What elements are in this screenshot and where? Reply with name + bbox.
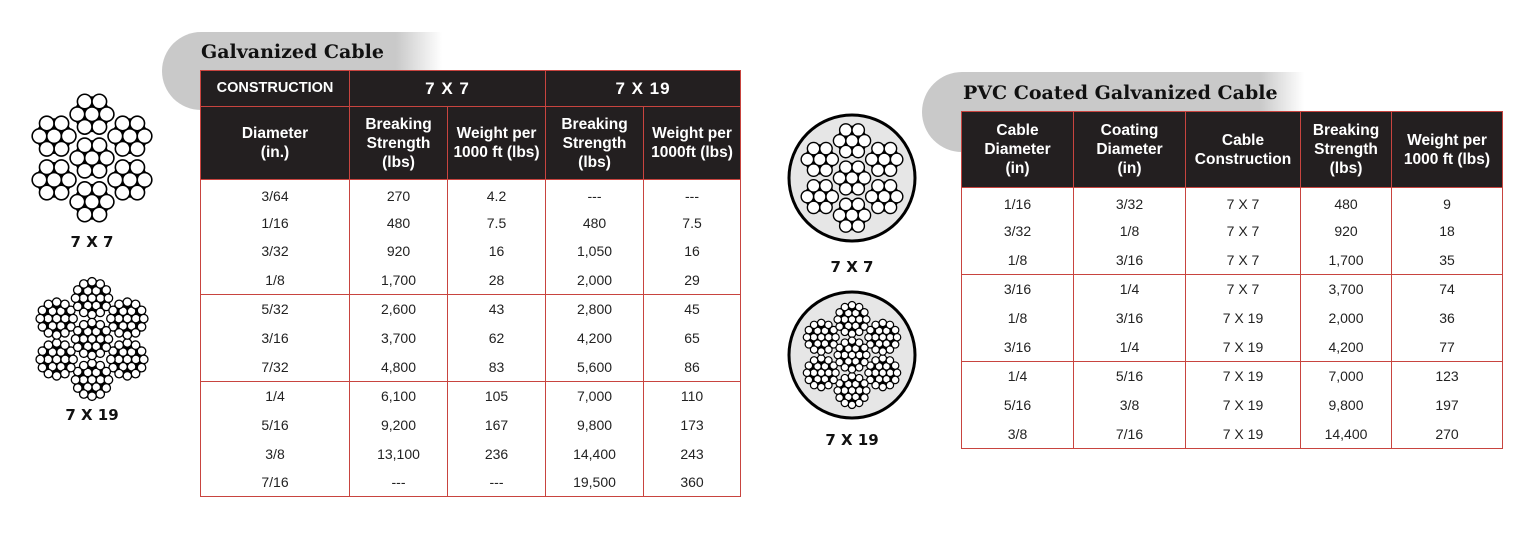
wire-circle — [803, 369, 810, 376]
wire-circle — [80, 280, 89, 289]
wire-circle — [88, 318, 97, 327]
wire-circle — [834, 387, 841, 394]
breaking-7x19-cell: 2,800 — [546, 295, 644, 324]
construction-cell: 7 X 7 — [1186, 217, 1301, 246]
wire-circle — [38, 363, 47, 372]
coating-diameter-cell: 3/32 — [1074, 188, 1186, 217]
weight-7x7-cell: 236 — [448, 440, 546, 468]
wire-circle — [52, 331, 61, 340]
cable-diameter-cell: 5/16 — [962, 391, 1074, 420]
wire-circle — [88, 392, 97, 401]
breaking-strength-cell: 2,000 — [1301, 304, 1392, 333]
coating-diameter-cell: 5/16 — [1074, 362, 1186, 391]
table-row — [962, 362, 1503, 391]
construction-cell: 7 X 19 — [1186, 333, 1301, 362]
wire-circle — [130, 141, 145, 156]
weight-cell: 35 — [1392, 246, 1503, 275]
wire-circle — [80, 321, 89, 330]
wire-circle — [107, 355, 116, 364]
table-row — [201, 266, 741, 295]
cable-diameter-cell: 3/32 — [962, 217, 1074, 246]
wire-circle — [115, 116, 130, 131]
wire-circle — [852, 220, 864, 232]
wire-circle — [139, 355, 148, 364]
wire-circle — [884, 164, 896, 176]
wire-circle — [848, 366, 855, 373]
wire-circle — [818, 348, 825, 355]
weight-7x19-cell: 29 — [644, 266, 741, 295]
breaking-strength-cell: 7,000 — [1301, 362, 1392, 391]
construction-cell: 7 X 7 — [1186, 246, 1301, 275]
diameter-cell: 1/4 — [201, 382, 350, 411]
breaking-7x7-cell: 920 — [350, 237, 448, 266]
construction-header: CONSTRUCTION — [201, 71, 350, 107]
breaking-7x19-cell: 2,000 — [546, 266, 644, 295]
wire-circle — [820, 142, 832, 154]
wire-circle — [840, 124, 852, 136]
coated-cable-7x19-icon — [785, 288, 919, 422]
wire-circle — [96, 349, 105, 358]
wire-circle — [104, 376, 113, 385]
cable-diameter-cell: 3/8 — [962, 420, 1074, 449]
pvc-title: PVC Coated Galvanized Cable — [963, 82, 1278, 104]
wire-circle — [39, 116, 54, 131]
wire-circle — [69, 314, 78, 323]
coating-diameter-cell: 3/8 — [1074, 391, 1186, 420]
construction-cell: 7 X 19 — [1186, 304, 1301, 333]
wire-circle — [818, 383, 825, 390]
coated-cable-7x7-caption: 7 X 7 — [830, 258, 874, 276]
wire-circle — [36, 355, 45, 364]
wire-circle — [852, 124, 864, 136]
wire-circle — [825, 381, 832, 388]
wire-circle — [852, 198, 864, 210]
breaking-7x7-cell: 1,700 — [350, 266, 448, 295]
galvanized-cable-table — [200, 70, 741, 497]
wire-circle — [88, 310, 97, 319]
wire-circle — [820, 180, 832, 192]
breaking-7x19-cell: 9,800 — [546, 411, 644, 440]
weight-cell: 77 — [1392, 333, 1503, 362]
group-header-7x19: 7 X 19 — [546, 71, 741, 107]
wire-circle — [92, 138, 107, 153]
weight-header: Weight per 1000 ft (lbs) — [1392, 112, 1503, 188]
wire-circle — [832, 334, 839, 341]
wire-circle — [69, 355, 78, 364]
table-row — [962, 391, 1503, 420]
cable-diameter-cell: 3/16 — [962, 275, 1074, 304]
cable-diameter-cell: 1/16 — [962, 188, 1074, 217]
table-row — [962, 275, 1503, 304]
wire-circle — [130, 160, 145, 175]
wire-circle — [137, 347, 146, 356]
table-row — [201, 411, 741, 440]
wire-circle — [807, 180, 819, 192]
table-row — [201, 353, 741, 382]
weight-7x19-cell: 45 — [644, 295, 741, 324]
breaking-strength-7x7-header: Breaking Strength (lbs) — [350, 107, 448, 180]
table-row — [962, 304, 1503, 333]
coating-diameter-cell: 1/8 — [1074, 217, 1186, 246]
diameter-cell: 1/16 — [201, 209, 350, 237]
table-row — [962, 333, 1503, 362]
wire-circle — [54, 185, 69, 200]
wire-circle — [848, 401, 855, 408]
wire-circle — [107, 314, 116, 323]
weight-7x7-cell: 7.5 — [448, 209, 546, 237]
diameter-cell: 7/16 — [201, 468, 350, 497]
breaking-7x19-cell: 1,050 — [546, 237, 644, 266]
group-header-7x7: 7 X 7 — [350, 71, 546, 107]
breaking-strength-cell: 480 — [1301, 188, 1392, 217]
wire-circle — [130, 116, 145, 131]
wire-circle — [848, 330, 855, 337]
wire-circle — [102, 327, 111, 336]
coated-cable-7x7-icon — [785, 111, 919, 245]
wire-circle — [71, 376, 80, 385]
table-row — [201, 180, 741, 209]
wire-circle — [74, 343, 83, 352]
wire-circle — [841, 374, 848, 381]
wire-circle — [130, 185, 145, 200]
wire-circle — [102, 286, 111, 295]
wire-circle — [891, 362, 898, 369]
wire-circle — [88, 359, 97, 368]
diameter-cell: 3/32 — [201, 237, 350, 266]
weight-7x19-cell: 360 — [644, 468, 741, 497]
wire-circle — [115, 341, 124, 350]
wire-circle — [872, 357, 879, 364]
wire-circle — [852, 145, 864, 157]
wire-circle — [872, 142, 884, 154]
breaking-strength-cell: 3,700 — [1301, 275, 1392, 304]
wire-circle — [88, 278, 97, 287]
wire-circle — [39, 160, 54, 175]
wire-circle — [805, 341, 812, 348]
wire-circle — [863, 351, 870, 358]
wire-circle — [879, 383, 886, 390]
weight-7x7-cell: 4.2 — [448, 180, 546, 209]
wire-circle — [818, 355, 825, 362]
wire-circle — [855, 364, 862, 371]
weight-7x7-cell: 167 — [448, 411, 546, 440]
wire-circle — [893, 369, 900, 376]
coating-diameter-cell: 1/4 — [1074, 333, 1186, 362]
wire-circle — [841, 303, 848, 310]
wire-circle — [54, 160, 69, 175]
breaking-strength-cell: 9,800 — [1301, 391, 1392, 420]
wire-circle — [96, 308, 105, 317]
wire-circle — [36, 314, 45, 323]
wire-circle — [104, 335, 113, 344]
weight-7x19-cell: --- — [644, 180, 741, 209]
wire-circle — [52, 339, 61, 348]
table-row — [201, 440, 741, 468]
construction-cell: 7 X 19 — [1186, 362, 1301, 391]
wire-circle — [836, 358, 843, 365]
weight-7x7-cell: 83 — [448, 353, 546, 382]
galvanized-title: Galvanized Cable — [201, 41, 384, 63]
breaking-7x7-cell: 270 — [350, 180, 448, 209]
wire-circle — [807, 142, 819, 154]
wire-circle — [861, 344, 868, 351]
wire-circle — [852, 161, 864, 173]
weight-cell: 123 — [1392, 362, 1503, 391]
weight-cell: 270 — [1392, 420, 1503, 449]
wire-circle — [71, 294, 80, 303]
weight-7x19-cell: 16 — [644, 237, 741, 266]
wire-circle — [102, 367, 111, 376]
wire-circle — [879, 319, 886, 326]
wire-circle — [834, 316, 841, 323]
breaking-strength-7x19-header: Breaking Strength (lbs) — [546, 107, 644, 180]
table-row — [201, 209, 741, 237]
wire-circle — [115, 160, 130, 175]
table-row — [201, 382, 741, 411]
breaking-7x7-cell: --- — [350, 468, 448, 497]
wire-circle — [77, 182, 92, 197]
wire-circle — [805, 376, 812, 383]
weight-7x7-cell: 62 — [448, 324, 546, 353]
wire-circle — [92, 120, 107, 135]
wire-circle — [872, 321, 879, 328]
weight-7x19-cell: 110 — [644, 382, 741, 411]
construction-cell: 7 X 19 — [1186, 420, 1301, 449]
breaking-strength-header: Breaking Strength (lbs) — [1301, 112, 1392, 188]
wire-circle — [886, 381, 893, 388]
table-row — [962, 246, 1503, 275]
weight-cell: 197 — [1392, 391, 1503, 420]
weight-7x19-cell: 86 — [644, 353, 741, 382]
weight-cell: 9 — [1392, 188, 1503, 217]
wire-circle — [884, 180, 896, 192]
wire-circle — [44, 300, 53, 309]
wire-circle — [104, 294, 113, 303]
wire-circle — [810, 321, 817, 328]
breaking-7x7-cell: 6,100 — [350, 382, 448, 411]
wire-circle — [54, 116, 69, 131]
weight-7x19-cell: 243 — [644, 440, 741, 468]
wire-circle — [855, 399, 862, 406]
cable-diameter-cell: 1/4 — [962, 362, 1074, 391]
wire-circle — [52, 372, 61, 381]
weight-7x7-cell: 43 — [448, 295, 546, 324]
weight-7x7-cell: 16 — [448, 237, 546, 266]
wire-circle — [852, 183, 864, 195]
table-row — [201, 237, 741, 266]
cable-7x19-caption: 7 X 19 — [65, 406, 119, 424]
wire-circle — [123, 298, 132, 307]
breaking-7x7-cell: 2,600 — [350, 295, 448, 324]
wire-circle — [80, 361, 89, 370]
breaking-7x7-cell: 3,700 — [350, 324, 448, 353]
wire-circle — [840, 198, 852, 210]
weight-7x7-cell: --- — [448, 468, 546, 497]
diameter-cell: 3/16 — [201, 324, 350, 353]
wire-circle — [77, 94, 92, 109]
breaking-7x19-cell: 19,500 — [546, 468, 644, 497]
weight-7x19-cell: 7.5 — [644, 209, 741, 237]
breaking-strength-cell: 14,400 — [1301, 420, 1392, 449]
wire-circle — [884, 142, 896, 154]
wire-circle — [92, 182, 107, 197]
wire-circle — [861, 309, 868, 316]
cable-diameter-cell: 3/16 — [962, 333, 1074, 362]
wire-circle — [61, 329, 69, 338]
cable-diameter-cell: 1/8 — [962, 304, 1074, 333]
wire-circle — [872, 180, 884, 192]
wire-circle — [123, 339, 132, 348]
diameter-cell: 3/8 — [201, 440, 350, 468]
wire-circle — [848, 337, 855, 344]
wire-circle — [841, 339, 848, 346]
coating-diameter-cell: 7/16 — [1074, 420, 1186, 449]
wire-circle — [848, 373, 855, 380]
wire-circle — [92, 207, 107, 222]
wire-circle — [820, 164, 832, 176]
wire-circle — [834, 351, 841, 358]
weight-7x19-cell: 173 — [644, 411, 741, 440]
breaking-strength-cell: 1,700 — [1301, 246, 1392, 275]
wire-circle — [92, 94, 107, 109]
diameter-cell: 3/64 — [201, 180, 350, 209]
wire-circle — [865, 334, 872, 341]
breaking-7x7-cell: 13,100 — [350, 440, 448, 468]
table-row — [201, 324, 741, 353]
breaking-7x7-cell: 4,800 — [350, 353, 448, 382]
wire-circle — [123, 331, 132, 340]
wire-circle — [879, 348, 886, 355]
cable-7x7-caption: 7 X 7 — [70, 233, 114, 251]
construction-cell: 7 X 7 — [1186, 188, 1301, 217]
cable-7x7-cross-section-icon — [30, 96, 154, 220]
table-row — [962, 217, 1503, 246]
wire-circle — [38, 323, 47, 332]
wire-circle — [115, 300, 124, 309]
breaking-7x19-cell: 480 — [546, 209, 644, 237]
breaking-strength-cell: 920 — [1301, 217, 1392, 246]
weight-cell: 74 — [1392, 275, 1503, 304]
wire-circle — [832, 369, 839, 376]
wire-circle — [61, 369, 69, 378]
weight-7x19-cell: 65 — [644, 324, 741, 353]
wire-circle — [863, 387, 870, 394]
wire-circle — [137, 306, 146, 315]
cable-diameter-header: Cable Diameter (in) — [962, 112, 1074, 188]
coating-diameter-cell: 3/16 — [1074, 246, 1186, 275]
wire-circle — [123, 372, 132, 381]
wire-circle — [54, 141, 69, 156]
wire-circle — [131, 329, 140, 338]
wire-circle — [848, 302, 855, 309]
wire-circle — [77, 138, 92, 153]
wire-circle — [818, 319, 825, 326]
galvanized-title-tab-fade — [396, 32, 442, 72]
weight-7x19-header: Weight per 1000ft (lbs) — [644, 107, 741, 180]
breaking-7x7-cell: 480 — [350, 209, 448, 237]
weight-cell: 18 — [1392, 217, 1503, 246]
wire-circle — [825, 346, 832, 353]
wire-circle — [820, 201, 832, 213]
wire-circle — [861, 380, 868, 387]
wire-circle — [886, 346, 893, 353]
pvc-coated-cable-table — [961, 111, 1503, 449]
wire-circle — [71, 335, 80, 344]
wire-circle — [74, 302, 83, 311]
diameter-header: Diameter (in.) — [201, 107, 350, 180]
coating-diameter-cell: 1/4 — [1074, 275, 1186, 304]
table-row — [201, 295, 741, 324]
cable-construction-header: Cable Construction — [1186, 112, 1301, 188]
breaking-7x19-cell: 14,400 — [546, 440, 644, 468]
wire-circle — [884, 201, 896, 213]
weight-cell: 36 — [1392, 304, 1503, 333]
weight-7x7-cell: 28 — [448, 266, 546, 295]
breaking-7x19-cell: 7,000 — [546, 382, 644, 411]
construction-cell: 7 X 19 — [1186, 391, 1301, 420]
breaking-7x19-cell: --- — [546, 180, 644, 209]
wire-circle — [139, 314, 148, 323]
table-row — [962, 420, 1503, 449]
breaking-strength-cell: 4,200 — [1301, 333, 1392, 362]
wire-circle — [44, 341, 53, 350]
wire-circle — [891, 326, 898, 333]
cable-7x19-cross-section-icon — [30, 277, 154, 401]
wire-circle — [865, 369, 872, 376]
diameter-cell: 7/32 — [201, 353, 350, 382]
weight-7x7-cell: 105 — [448, 382, 546, 411]
coating-diameter-header: Coating Diameter (in) — [1074, 112, 1186, 188]
wire-circle — [810, 357, 817, 364]
diameter-cell: 1/8 — [201, 266, 350, 295]
coated-cable-7x19-caption: 7 X 19 — [825, 431, 879, 449]
cable-diameter-cell: 1/8 — [962, 246, 1074, 275]
table-row — [962, 188, 1503, 217]
breaking-7x19-cell: 4,200 — [546, 324, 644, 353]
table-row — [201, 468, 741, 497]
wire-circle — [893, 334, 900, 341]
wire-circle — [836, 394, 843, 401]
wire-circle — [803, 334, 810, 341]
wire-circle — [855, 328, 862, 335]
wire-circle — [88, 351, 97, 360]
construction-cell: 7 X 7 — [1186, 275, 1301, 304]
breaking-7x19-cell: 5,600 — [546, 353, 644, 382]
wire-circle — [863, 316, 870, 323]
diameter-cell: 5/16 — [201, 411, 350, 440]
coating-diameter-cell: 3/16 — [1074, 304, 1186, 333]
weight-7x7-header: Weight per 1000 ft (lbs) — [448, 107, 546, 180]
wire-circle — [836, 323, 843, 330]
wire-circle — [52, 298, 61, 307]
wire-circle — [74, 384, 83, 393]
diameter-cell: 5/32 — [201, 295, 350, 324]
wire-circle — [131, 369, 140, 378]
wire-circle — [840, 161, 852, 173]
wire-circle — [92, 163, 107, 178]
breaking-7x7-cell: 9,200 — [350, 411, 448, 440]
wire-circle — [879, 355, 886, 362]
wire-circle — [96, 390, 105, 399]
